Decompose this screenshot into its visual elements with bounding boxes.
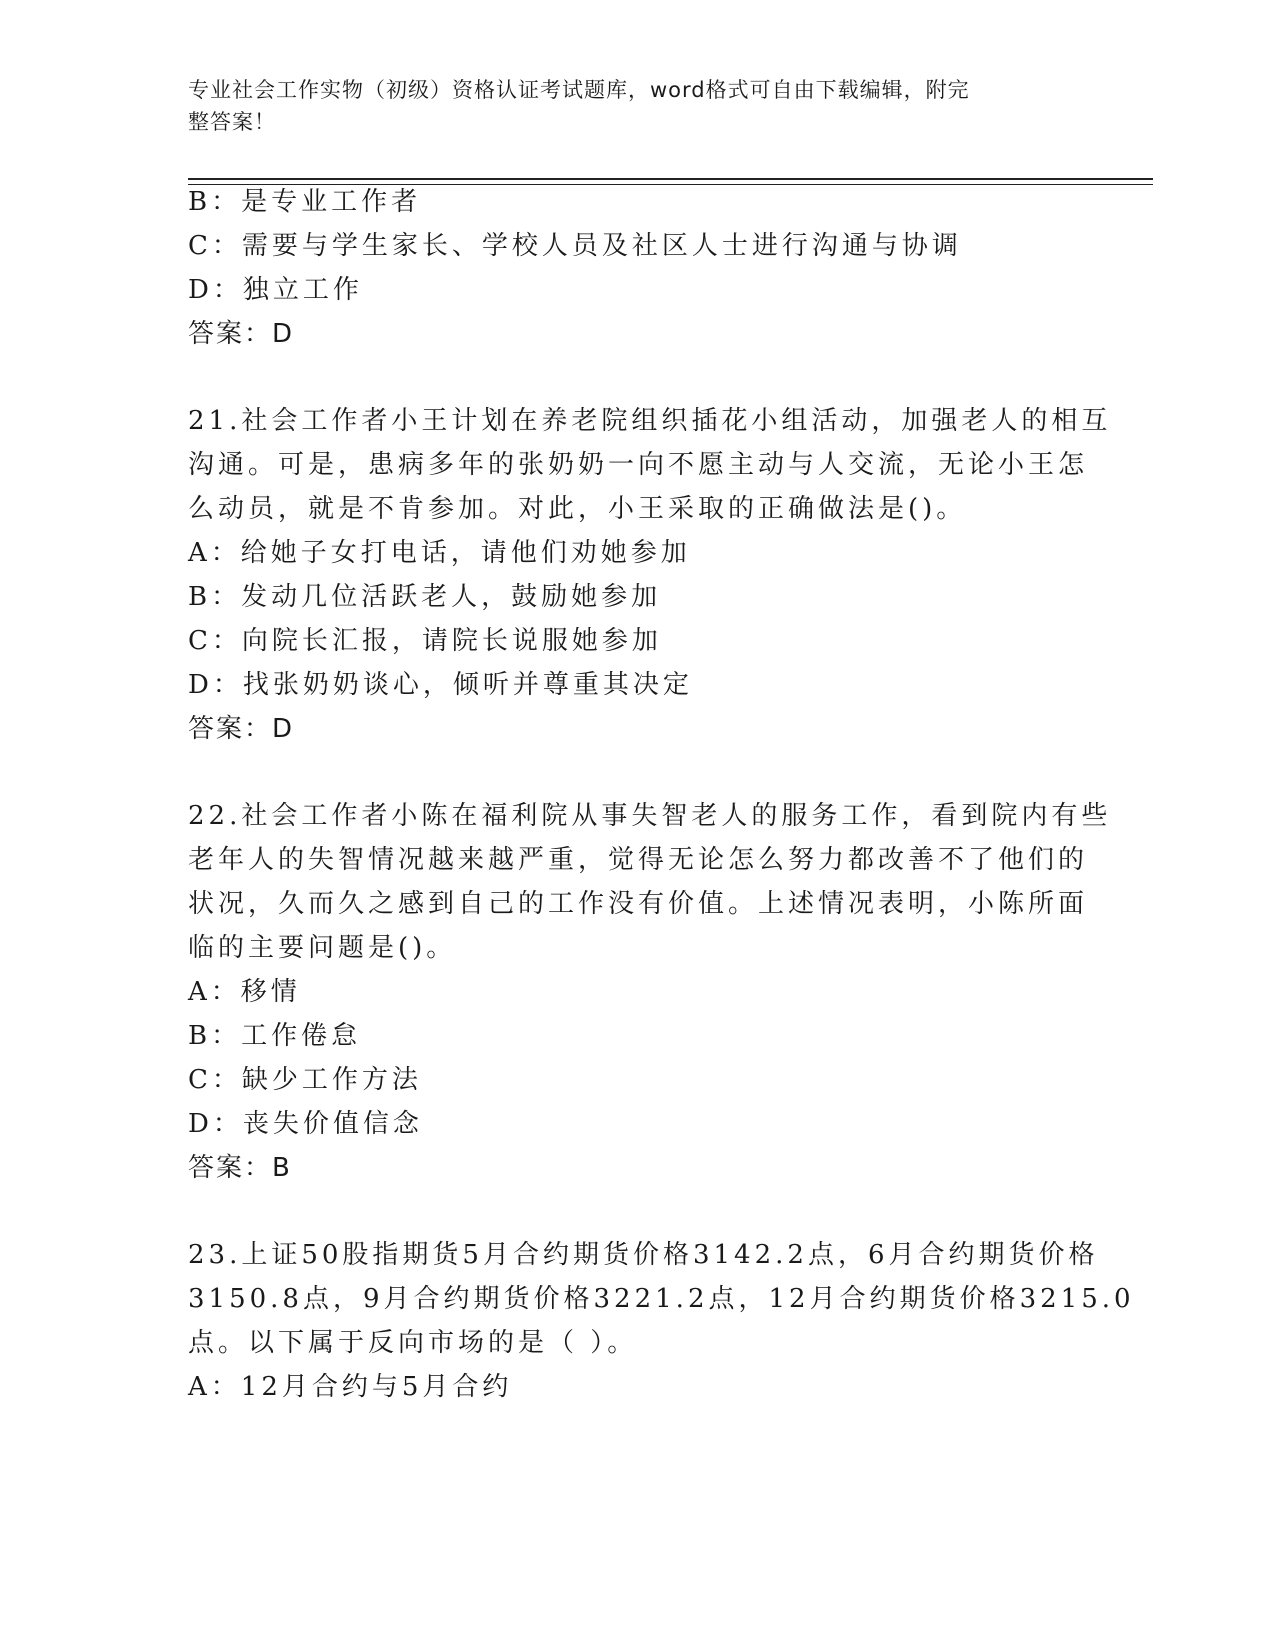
q22-stem-line-1: 22.社会工作者小陈在福利院从事失智老人的服务工作，看到院内有些 [188,801,1112,831]
q22-option-c: C：缺少工作方法 [188,1065,422,1095]
q22-option-a: A：移情 [188,977,301,1007]
prev-question-option-b: B：是专业工作者 [188,187,422,217]
q23-option-a: A：12月合约与5月合约 [188,1372,513,1402]
q21-option-d: D：找张奶奶谈心，倾听并尊重其决定 [188,670,693,700]
q22-answer: 答案：B [188,1153,292,1183]
prev-question-answer: 答案：D [188,319,295,349]
q21-option-c: C：向院长汇报，请院长说服她参加 [188,626,662,656]
header-title-line-1: 专业社会工作实物（初级）资格认证考试题库，word格式可自由下载编辑，附完 [188,78,970,102]
q23-stem-line-3: 点。以下属于反向市场的是（ ）。 [188,1328,638,1358]
q21-stem-line-3: 么动员，就是不肯参加。对此，小王采取的正确做法是()。 [188,494,967,524]
q23-stem-line-1: 23.上证50股指期货5月合约期货价格3142.2点，6月合约期货价格 [188,1240,1099,1270]
q22-stem-line-2: 老年人的失智情况越来越严重，觉得无论怎么努力都改善不了他们的 [188,845,1089,875]
prev-question-option-c: C：需要与学生家长、学校人员及社区人士进行沟通与协调 [188,231,962,261]
header-divider-thick [188,178,1153,180]
q22-option-d: D：丧失价值信念 [188,1109,423,1139]
q22-option-b: B：工作倦怠 [188,1021,362,1051]
prev-question-option-d: D：独立工作 [188,275,363,305]
q21-stem-line-1: 21.社会工作者小王计划在养老院组织插花小组活动，加强老人的相互 [188,406,1112,436]
q23-stem-line-2: 3150.8点，9月合约期货价格3221.2点，12月合约期货价格3215.0 [188,1284,1135,1314]
q21-stem-line-2: 沟通。可是，患病多年的张奶奶一向不愿主动与人交流，无论小王怎 [188,450,1089,480]
document-header [188,74,1068,138]
q22-stem-line-3: 状况，久而久之感到自己的工作没有价值。上述情况表明，小陈所面 [188,889,1089,919]
q21-option-b: B：发动几位活跃老人，鼓励她参加 [188,582,662,612]
header-title-line-2: 整答案！ [188,110,276,134]
q22-stem-line-4: 临的主要问题是()。 [188,933,457,963]
q21-answer: 答案：D [188,714,295,744]
q21-option-a: A：给她子女打电话，请他们劝她参加 [188,538,691,568]
